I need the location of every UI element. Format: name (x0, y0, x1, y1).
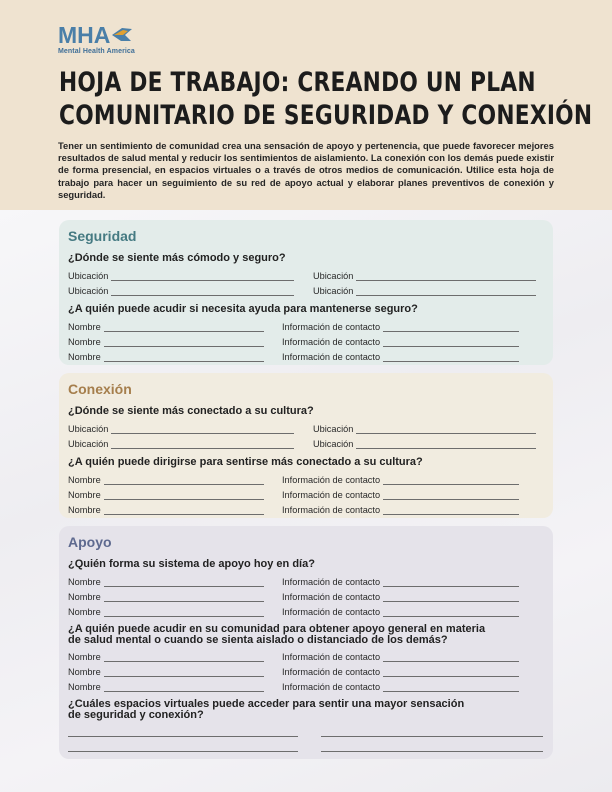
contacto-label: Información de contacto (282, 490, 381, 500)
contacto-label: Información de contacto (282, 475, 381, 485)
nombre-label: Nombre (68, 577, 101, 587)
apoyo-question-2 (68, 624, 543, 646)
conexion-title: Conexión (68, 381, 132, 397)
nombre-label: Nombre (68, 607, 101, 617)
contact-row (68, 500, 543, 515)
nombre-label: Nombre (68, 652, 101, 662)
ubicacion-field[interactable] (111, 439, 294, 449)
nombre-field[interactable] (104, 592, 264, 602)
location-row (68, 419, 543, 434)
apoyo-question-3-line-1: ¿Cuáles espacios virtuales puede acceder para sentir una mayor sensación (68, 698, 465, 710)
ubicacion-field[interactable] (356, 424, 536, 434)
ubicacion-label: Ubicación (68, 424, 109, 434)
ubicacion-label: Ubicación (68, 286, 109, 296)
location-row (68, 434, 543, 449)
nombre-field[interactable] (104, 652, 264, 662)
seguridad-section (59, 220, 553, 365)
ubicacion-field[interactable] (111, 286, 294, 296)
contact-row (68, 332, 543, 347)
mha-logo (58, 24, 135, 55)
conexion-question-2: ¿A quién puede dirigirse para sentirse más conectado a su cultura? (68, 456, 423, 468)
nombre-field[interactable] (104, 607, 264, 617)
nombre-label: Nombre (68, 490, 101, 500)
virtual-space-row (68, 722, 543, 737)
intro-paragraph: Tener un sentimiento de comunidad crea una sensación de apoyo y pertenencia, que puede favorecer mejores resultados de salud mental y reducir los sentimientos de aislamiento. La conexión con los demás puede existir de forma presencial, en espacios virtuales o a través de otros medios de comunicación. Utilice esta hoja de trabajo para hacer un seguimiento de su red de apoyo actual y elaborar planes preventivos de conexión y seguridad. (58, 140, 554, 200)
nombre-label: Nombre (68, 475, 101, 485)
contacto-label: Información de contacto (282, 667, 381, 677)
contacto-field[interactable] (383, 475, 519, 485)
contacto-field[interactable] (383, 607, 519, 617)
apoyo-question-1: ¿Quién forma su sistema de apoyo hoy en día? (68, 558, 315, 570)
contact-row (68, 677, 543, 692)
ubicacion-label: Ubicación (313, 439, 354, 449)
contacto-field[interactable] (383, 577, 519, 587)
nombre-field[interactable] (104, 682, 264, 692)
nombre-label: Nombre (68, 505, 101, 515)
contact-row (68, 485, 543, 500)
apoyo-title: Apoyo (68, 534, 112, 550)
virtual-space-field[interactable] (321, 742, 543, 752)
contact-row (68, 317, 543, 332)
apoyo-section (59, 526, 553, 759)
contacto-field[interactable] (383, 490, 519, 500)
nombre-field[interactable] (104, 352, 264, 362)
seguridad-question-2: ¿A quién puede acudir si necesita ayuda para mantenerse seguro? (68, 303, 418, 315)
virtual-space-row (68, 737, 543, 752)
nombre-field[interactable] (104, 505, 264, 515)
contact-row (68, 587, 543, 602)
apoyo-question-2-line-1: ¿A quién puede acudir en su comunidad para obtener apoyo general en materia (68, 623, 486, 635)
ubicacion-label: Ubicación (313, 286, 354, 296)
contacto-label: Información de contacto (282, 592, 381, 602)
nombre-field[interactable] (104, 322, 264, 332)
contact-row (68, 347, 543, 362)
contact-row (68, 662, 543, 677)
contacto-label: Información de contacto (282, 352, 381, 362)
nombre-label: Nombre (68, 592, 101, 602)
ubicacion-field[interactable] (356, 271, 536, 281)
nombre-label: Nombre (68, 322, 101, 332)
logo-flag-icon (111, 26, 133, 44)
conexion-section (59, 373, 553, 518)
seguridad-question-1: ¿Dónde se siente más cómodo y seguro? (68, 252, 286, 264)
location-row (68, 266, 543, 281)
nombre-label: Nombre (68, 682, 101, 692)
nombre-field[interactable] (104, 577, 264, 587)
virtual-space-field[interactable] (321, 727, 543, 737)
title-line-1: HOJA DE TRABAJO: CREANDO UN PLAN (59, 67, 536, 98)
ubicacion-label: Ubicación (68, 439, 109, 449)
contacto-field[interactable] (383, 352, 519, 362)
virtual-space-field[interactable] (68, 742, 298, 752)
location-row (68, 281, 543, 296)
nombre-field[interactable] (104, 667, 264, 677)
contacto-label: Información de contacto (282, 652, 381, 662)
contact-row (68, 470, 543, 485)
ubicacion-label: Ubicación (313, 424, 354, 434)
contact-row (68, 572, 543, 587)
ubicacion-field[interactable] (111, 424, 294, 434)
conexion-question-1: ¿Dónde se siente más conectado a su cultura? (68, 405, 314, 417)
title-line-2: COMUNITARIO DE SEGURIDAD Y CONEXIÓN (59, 100, 593, 131)
nombre-field[interactable] (104, 490, 264, 500)
contact-row (68, 602, 543, 617)
apoyo-question-2-line-2: de salud mental o cuando se sienta aislado o distanciado de los demás? (68, 634, 448, 646)
nombre-label: Nombre (68, 337, 101, 347)
seguridad-title: Seguridad (68, 228, 137, 244)
contacto-field[interactable] (383, 682, 519, 692)
contacto-field[interactable] (383, 322, 519, 332)
contact-row (68, 647, 543, 662)
nombre-label: Nombre (68, 667, 101, 677)
contacto-label: Información de contacto (282, 505, 381, 515)
ubicacion-field[interactable] (356, 439, 536, 449)
contacto-field[interactable] (383, 505, 519, 515)
contacto-label: Información de contacto (282, 577, 381, 587)
ubicacion-field[interactable] (111, 271, 294, 281)
apoyo-question-3-line-2: de seguridad y conexión? (68, 709, 204, 721)
contacto-label: Información de contacto (282, 682, 381, 692)
page-title (59, 66, 593, 132)
contacto-label: Información de contacto (282, 607, 381, 617)
contacto-field[interactable] (383, 592, 519, 602)
contacto-field[interactable] (383, 667, 519, 677)
contacto-label: Información de contacto (282, 337, 381, 347)
ubicacion-field[interactable] (356, 286, 536, 296)
nombre-label: Nombre (68, 352, 101, 362)
virtual-space-field[interactable] (68, 727, 298, 737)
logo-letters: MHA (58, 22, 111, 48)
nombre-field[interactable] (104, 337, 264, 347)
ubicacion-label: Ubicación (68, 271, 109, 281)
contacto-field[interactable] (383, 337, 519, 347)
apoyo-question-3 (68, 699, 543, 721)
ubicacion-label: Ubicación (313, 271, 354, 281)
contacto-field[interactable] (383, 652, 519, 662)
contacto-label: Información de contacto (282, 322, 381, 332)
logo-org-name: Mental Health America (58, 48, 135, 55)
nombre-field[interactable] (104, 475, 264, 485)
